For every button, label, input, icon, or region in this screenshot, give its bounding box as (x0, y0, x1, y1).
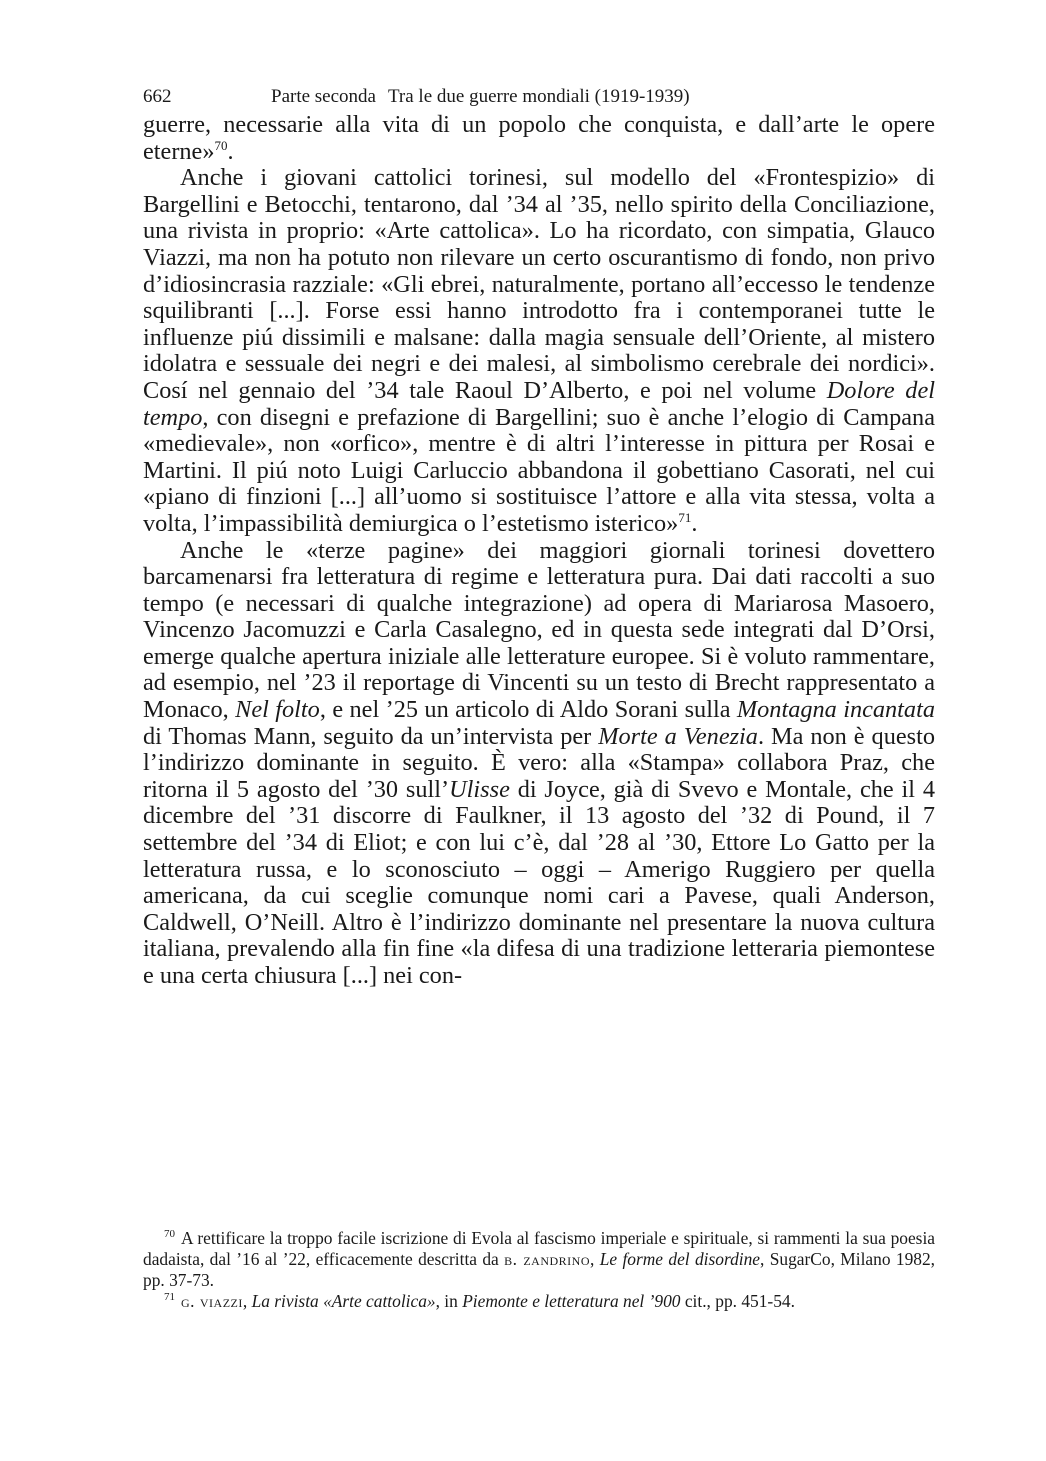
footnote-text: A rettificare la troppo facile iscrizione di Evola al fascismo imperiale e spirituale, si rammenti la sua poesia dadaista, dal ’16 al ’22, efficacemente descritta da (143, 1228, 935, 1269)
paragraph-text: Anche le «terze pagine» dei maggiori giornali torinesi dovettero barcamenarsi fra letteratura di regime e letteratura pura. Dai dati raccolti a suo tempo (e necessari di qualche integrazione) ad opera di Mariarosa Masoero, Vincenzo Jacomuzzi e Carla Casalegno, ed in questa sede integrati dal D’Orsi, emerge qualche apertura iniziale alle letterature europee. Si è voluto rammentare, ad esempio, nel ’23 il reportage di Vincenti su un testo di Brecht rappresentato a Monaco, (143, 536, 935, 724)
part-title: Parte seconda (271, 86, 376, 107)
footnote-text: , SugarCo, Milano 1982, pp. 37-73. (143, 1249, 936, 1290)
paragraph-text: guerre, necessarie alla vita di un popolo che conquista, e dall’arte le opere eterne» (143, 111, 935, 165)
footnote-title: Le forme del disordine (599, 1249, 761, 1269)
work-title: Ulisse (449, 775, 510, 803)
footnote-title: La rivista «Arte cattolica» (251, 1291, 436, 1311)
paragraph-text: , e nel ’25 un articolo di Aldo Sorani sulla (319, 696, 737, 724)
work-title: Morte a Venezia (598, 722, 758, 750)
paragraph-text: . (227, 137, 234, 165)
footnote-number: 70 (164, 1228, 175, 1241)
book-title: Dolore del tempo (143, 376, 935, 431)
work-title: Montagna incantata (736, 696, 935, 724)
paragraph-text: di Joyce, già di Svevo e Montale, che il 4 dicembre del ’31 discorre di Faulkner, il 13 agosto del ’32 di Pound, il 7 settembre del ’34 di Eliot; e con lui c’è, dal ’28 al ’30, Ettore Lo Gatto per la letteratura russa, e lo sconosciuto – oggi – Amerigo Ruggiero per quella americana, da cui sceglie comunque nomi cari a Pavese, quali Anderson, Caldwell, O’Neill. Altro è l’indirizzo dominante nel presentare la nuova cultura italiana, prevalendo alla fin fine «la difesa di una tradizione letteraria piemontese e una certa chiusura [...] nei con- (143, 775, 935, 989)
footnote-ref-70[interactable]: 70 (214, 137, 228, 153)
paragraph-text: , con disegni e prefazione di Bargellini; suo è anche l’elogio di Campana «medievale», non «orfico», mentre è di altri l’interesse in pittura per Rosai e Martini. Il piú noto Luigi Carluccio abbandona il gobettiano Casorati, nel cui «piano di finzioni [...] all’uomo si sostituisce l’attore e alla vita stessa, volta a volta, l’impassibilità demiurgica o l’estetismo isterico» (143, 403, 935, 537)
paragraph-text: . (691, 509, 698, 537)
paragraph-1 (143, 112, 935, 165)
running-head (143, 84, 935, 112)
footnote-text: , (590, 1249, 600, 1269)
page-number: 662 (143, 86, 172, 107)
footnote-author: b. zandrino (504, 1249, 591, 1269)
paragraph-3 (143, 538, 935, 990)
section-title: Tra le due guerre mondiali (1919-1939) (387, 86, 690, 107)
footnote-text: , (242, 1291, 252, 1311)
footnotes (143, 1228, 935, 1312)
page (143, 84, 935, 990)
paragraph-text: di Thomas Mann, seguito da un’intervista per (143, 722, 599, 750)
footnote-title: Piemonte e letteratura nel ’900 (462, 1291, 681, 1311)
footnote-ref-71[interactable]: 71 (678, 509, 692, 525)
paragraph-text: . Ma non è questo l’indirizzo dominante in seguito. È vero: alla «Stampa» collabora Praz, che ritorna il 5 agosto del ’30 sull’ (143, 722, 935, 803)
footnote-text: cit., pp. 451-54. (680, 1291, 795, 1311)
footnote-text: , in (435, 1291, 463, 1311)
footnote-author: g. viazzi (181, 1291, 243, 1311)
footnote-71 (143, 1291, 935, 1312)
paragraph-text: Anche i giovani cattolici torinesi, sul modello del «Frontespizio» di Bargellini e Betocchi, tentarono, dal ’34 al ’35, nello spirito della Conciliazione, una rivista in proprio: «Arte cattolica». Lo ha ricordato, con simpatia, Glauco Viazzi, ma non ha potuto non rilevare un certo oscurantismo di fondo, non privo d’idiosincrasia razziale: «Gli ebrei, naturalmente, portano all’eccesso le tendenze squilibranti [...]. Forse essi hanno introdotto fra i contemporanei tutte le influenze piú dissimili e malsane: dalla magia sensuale dell’Oriente, al mistero idolatra e sessuale dei negri e dei malesi, al simbolismo cerebrale dei nordici». Cosí nel gennaio del ’34 tale Raoul D’Alberto, e poi nel volume (143, 164, 935, 404)
paragraph-2 (143, 165, 935, 537)
footnote-70 (143, 1228, 935, 1291)
work-title: Nel folto (235, 696, 320, 724)
footnote-number: 71 (164, 1291, 175, 1304)
body-text (143, 112, 935, 990)
